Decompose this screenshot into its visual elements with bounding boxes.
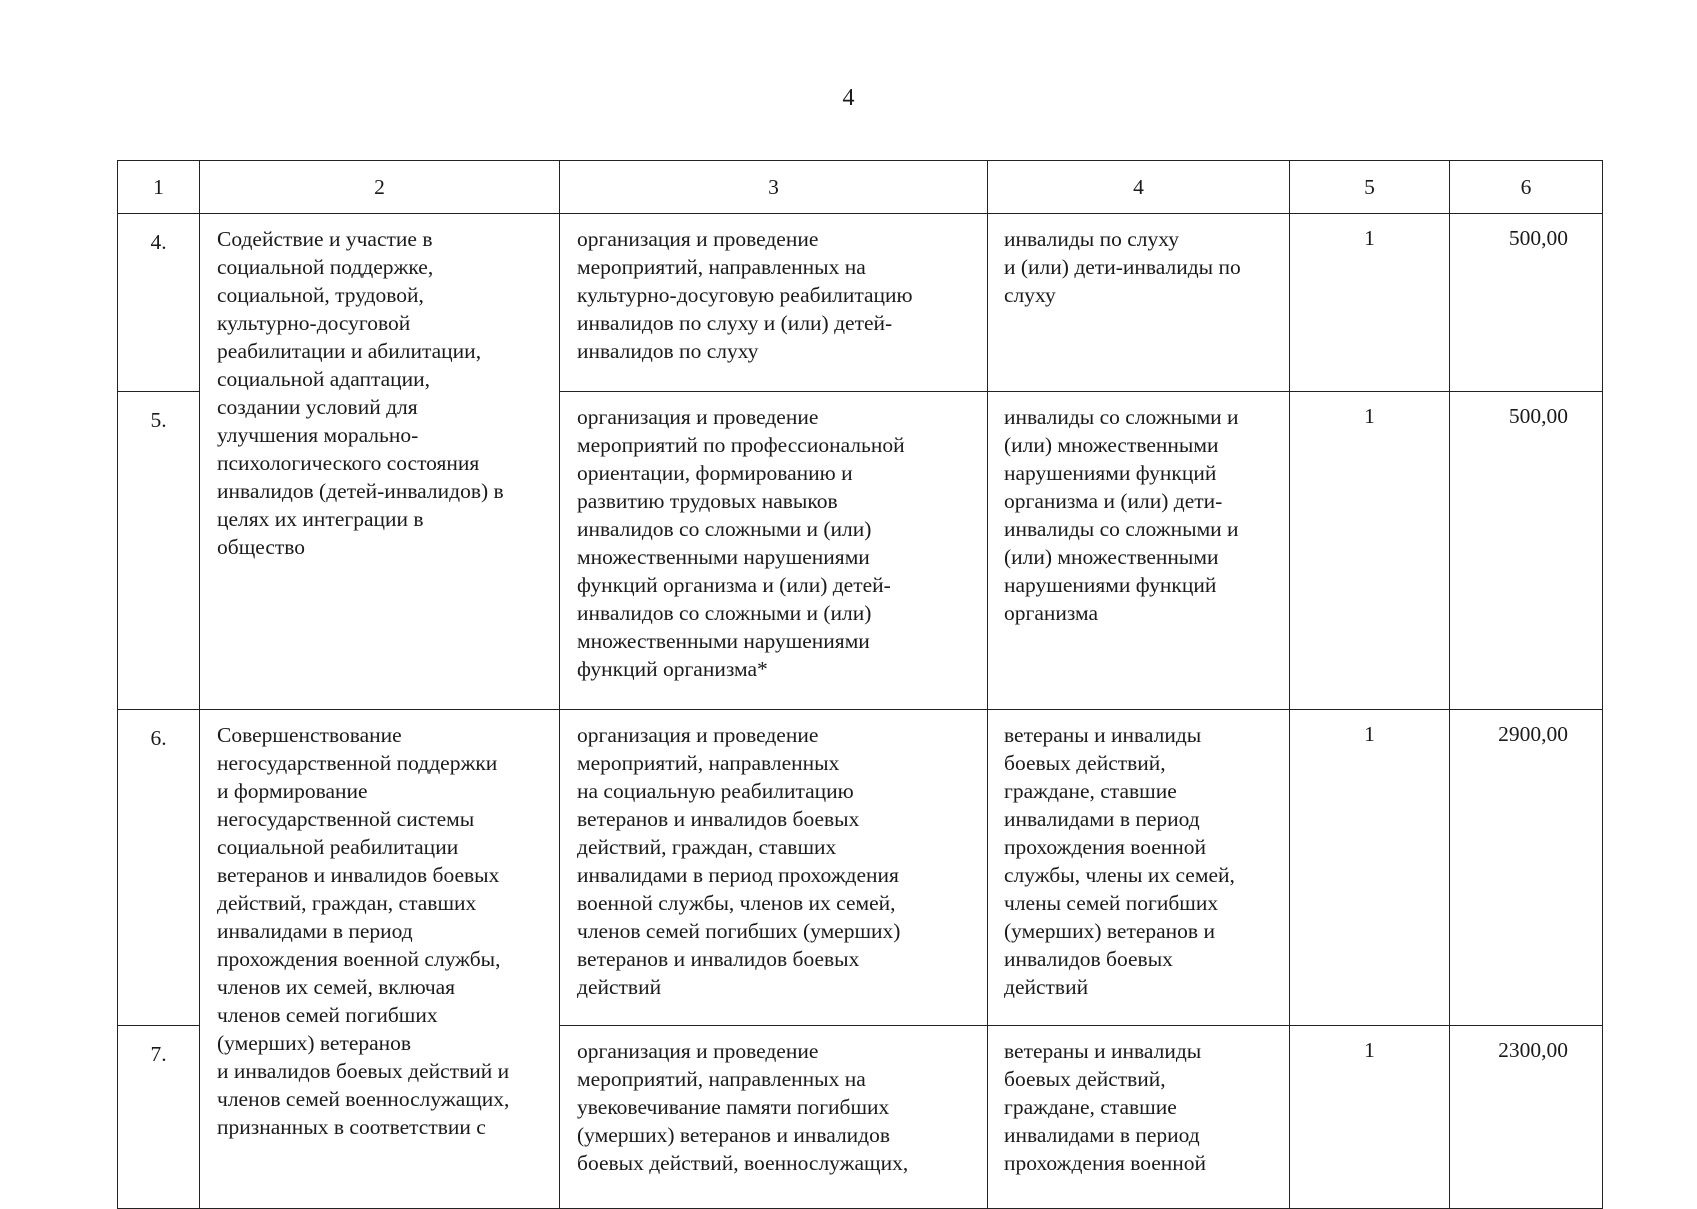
row-number: 7. <box>118 1026 200 1209</box>
recipients-cell: ветераны и инвалиды боевых действий, граждане, ставшие инвалидами в период прохождения военной службы, члены их семей, члены семей погибших (умерших) ветеранов и инвалидов боевых действий <box>988 710 1290 1026</box>
row-number: 6. <box>118 710 200 1026</box>
amount-cell: 500,00 <box>1450 214 1603 392</box>
activity-cell: организация и проведение мероприятий, направленных на увековечивание памяти погибших (умерших) ветеранов и инвалидов боевых действий, военнослужащих, <box>560 1026 988 1209</box>
recipients-cell: ветераны и инвалиды боевых действий, граждане, ставшие инвалидами в период прохождения военной <box>988 1026 1290 1209</box>
quantity-cell: 1 <box>1290 1026 1450 1209</box>
amount-cell: 2300,00 <box>1450 1026 1603 1209</box>
amount-cell: 500,00 <box>1450 392 1603 710</box>
direction-description: Содействие и участие в социальной поддержке, социальной, трудовой, культурно-досуговой реабилитации и абилитации, социальной адаптации, создании условий для улучшения морально- психологического состояния инвалидов (детей-инвалидов) в целях их интеграции в общество <box>200 214 560 710</box>
quantity-cell: 1 <box>1290 710 1450 1026</box>
page-number: 4 <box>842 85 855 111</box>
row-number: 4. <box>118 214 200 392</box>
column-header-6: 6 <box>1450 161 1603 214</box>
quantity-cell: 1 <box>1290 392 1450 710</box>
table-row <box>118 214 1603 392</box>
direction-description: Совершенствование негосударственной поддержки и формирование негосударственной системы социальной реабилитации ветеранов и инвалидов боевых действий, граждан, ставших инвалидами в период прохождения военной службы, членов их семей, включая членов семей погибших (умерших) ветеранов и инвалидов боевых действий и членов семей военнослужащих, признанных в соответствии с <box>200 710 560 1209</box>
row-number: 5. <box>118 392 200 710</box>
table-header-row <box>118 161 1603 214</box>
recipients-cell: инвалиды по слуху и (или) дети-инвалиды по слуху <box>988 214 1290 392</box>
column-header-1: 1 <box>118 161 200 214</box>
column-header-4: 4 <box>988 161 1290 214</box>
activity-cell: организация и проведение мероприятий по профессиональной ориентации, формированию и развитию трудовых навыков инвалидов со сложными и (или) множественными нарушениями функций организма и (или) детей- инвалидов со сложными и (или) множественными нарушениями функций организма* <box>560 392 988 710</box>
column-header-5: 5 <box>1290 161 1450 214</box>
measures-table <box>117 160 1603 1209</box>
quantity-cell: 1 <box>1290 214 1450 392</box>
amount-cell: 2900,00 <box>1450 710 1603 1026</box>
activity-cell: организация и проведение мероприятий, направленных на культурно-досуговую реабилитацию инвалидов по слуху и (или) детей- инвалидов по слуху <box>560 214 988 392</box>
column-header-3: 3 <box>560 161 988 214</box>
table-row <box>118 710 1603 1026</box>
column-header-2: 2 <box>200 161 560 214</box>
recipients-cell: инвалиды со сложными и (или) множественными нарушениями функций организма и (или) дети- инвалиды со сложными и (или) множественными нарушениями функций организма <box>988 392 1290 710</box>
activity-cell: организация и проведение мероприятий, направленных на социальную реабилитацию ветеранов и инвалидов боевых действий, граждан, ставших инвалидами в период прохождения военной службы, членов их семей, членов семей погибших (умерших) ветеранов и инвалидов боевых действий <box>560 710 988 1026</box>
